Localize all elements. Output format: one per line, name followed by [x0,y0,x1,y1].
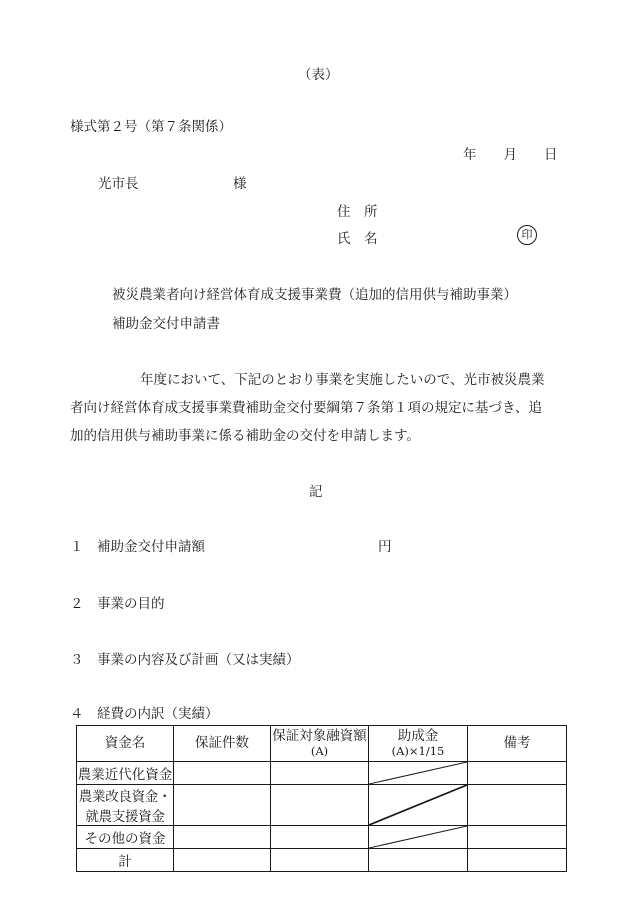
table-row [77,826,567,849]
header-grant-line2: (A)×1/15 [391,743,445,758]
row-fund-name: その他の資金 [77,826,174,849]
row-fund-name: 農業近代化資金 [77,762,174,785]
header-grant-line1: 助成金 [397,727,439,744]
cell-count[interactable] [174,785,271,826]
cell-remarks[interactable] [468,785,567,826]
address-label: 住 所 [337,204,378,220]
cell-grant[interactable] [369,849,468,872]
cell-remarks[interactable] [468,849,567,872]
cell-remarks[interactable] [468,762,567,785]
date-line: 年 月 日 [463,147,558,163]
addressee: 光市長 様 [98,176,247,192]
diagonal-line [369,785,467,825]
diagonal-line [369,826,467,848]
table-row [77,785,567,826]
seal-icon: 印 [517,225,537,245]
item-2-label: ２ 事業の目的 [70,596,165,612]
cost-breakdown-table [76,725,567,872]
diagonal-line [369,762,467,784]
cell-grant-slashed [369,826,468,849]
document-subtitle: 補助金交付申請書 [112,316,220,332]
body-line-1: 年度において、下記のとおり事業を実施したいので、光市被災農業 [140,372,545,388]
cell-grant-slashed [369,762,468,785]
cell-loan[interactable] [271,849,369,872]
cell-loan[interactable] [271,826,369,849]
cell-count[interactable] [174,762,271,785]
cell-loan[interactable] [271,762,369,785]
table-total-row [77,849,567,872]
side-label: （表） [298,67,339,83]
cell-grant-slashed [369,785,468,826]
header-loan-amount [271,726,369,762]
header-remarks: 備考 [468,726,567,762]
cell-count[interactable] [174,826,271,849]
form-number: 様式第２号（第７条関係） [70,119,232,135]
body-line-2: 者向け経営体育成支援事業費補助金交付要綱第７条第１項の規定に基づき、追 [70,400,542,416]
header-grant [369,726,468,762]
table-row [77,762,567,785]
item-1-label: １ 補助金交付申請額 [70,539,205,555]
body-line-3: 加的信用供与補助事業に係る補助金の交付を申請します。 [70,428,420,444]
row-total-label: 計 [77,849,174,872]
item-1-unit: 円 [378,539,392,555]
header-guarantee-count: 保証件数 [174,726,271,762]
item-4-label: ４ 経費の内訳（実績） [70,706,219,722]
cell-loan[interactable] [271,785,369,826]
header-loan-line2: (A) [310,743,329,758]
header-loan-line1: 保証対象融資額 [272,727,367,744]
cell-count[interactable] [174,849,271,872]
row-fund-name: 農業改良資金・就農支援資金 [77,785,174,826]
name-label: 氏 名 [337,231,378,247]
table-header-row [77,726,567,762]
item-3-label: ３ 事業の内容及び計画（又は実績） [70,652,300,668]
header-fund-name: 資金名 [77,726,174,762]
cell-remarks[interactable] [468,826,567,849]
ki-heading: 記 [309,484,323,500]
document-title: 被災農業者向け経営体育成支援事業費（追加的信用供与補助事業） [112,287,517,303]
